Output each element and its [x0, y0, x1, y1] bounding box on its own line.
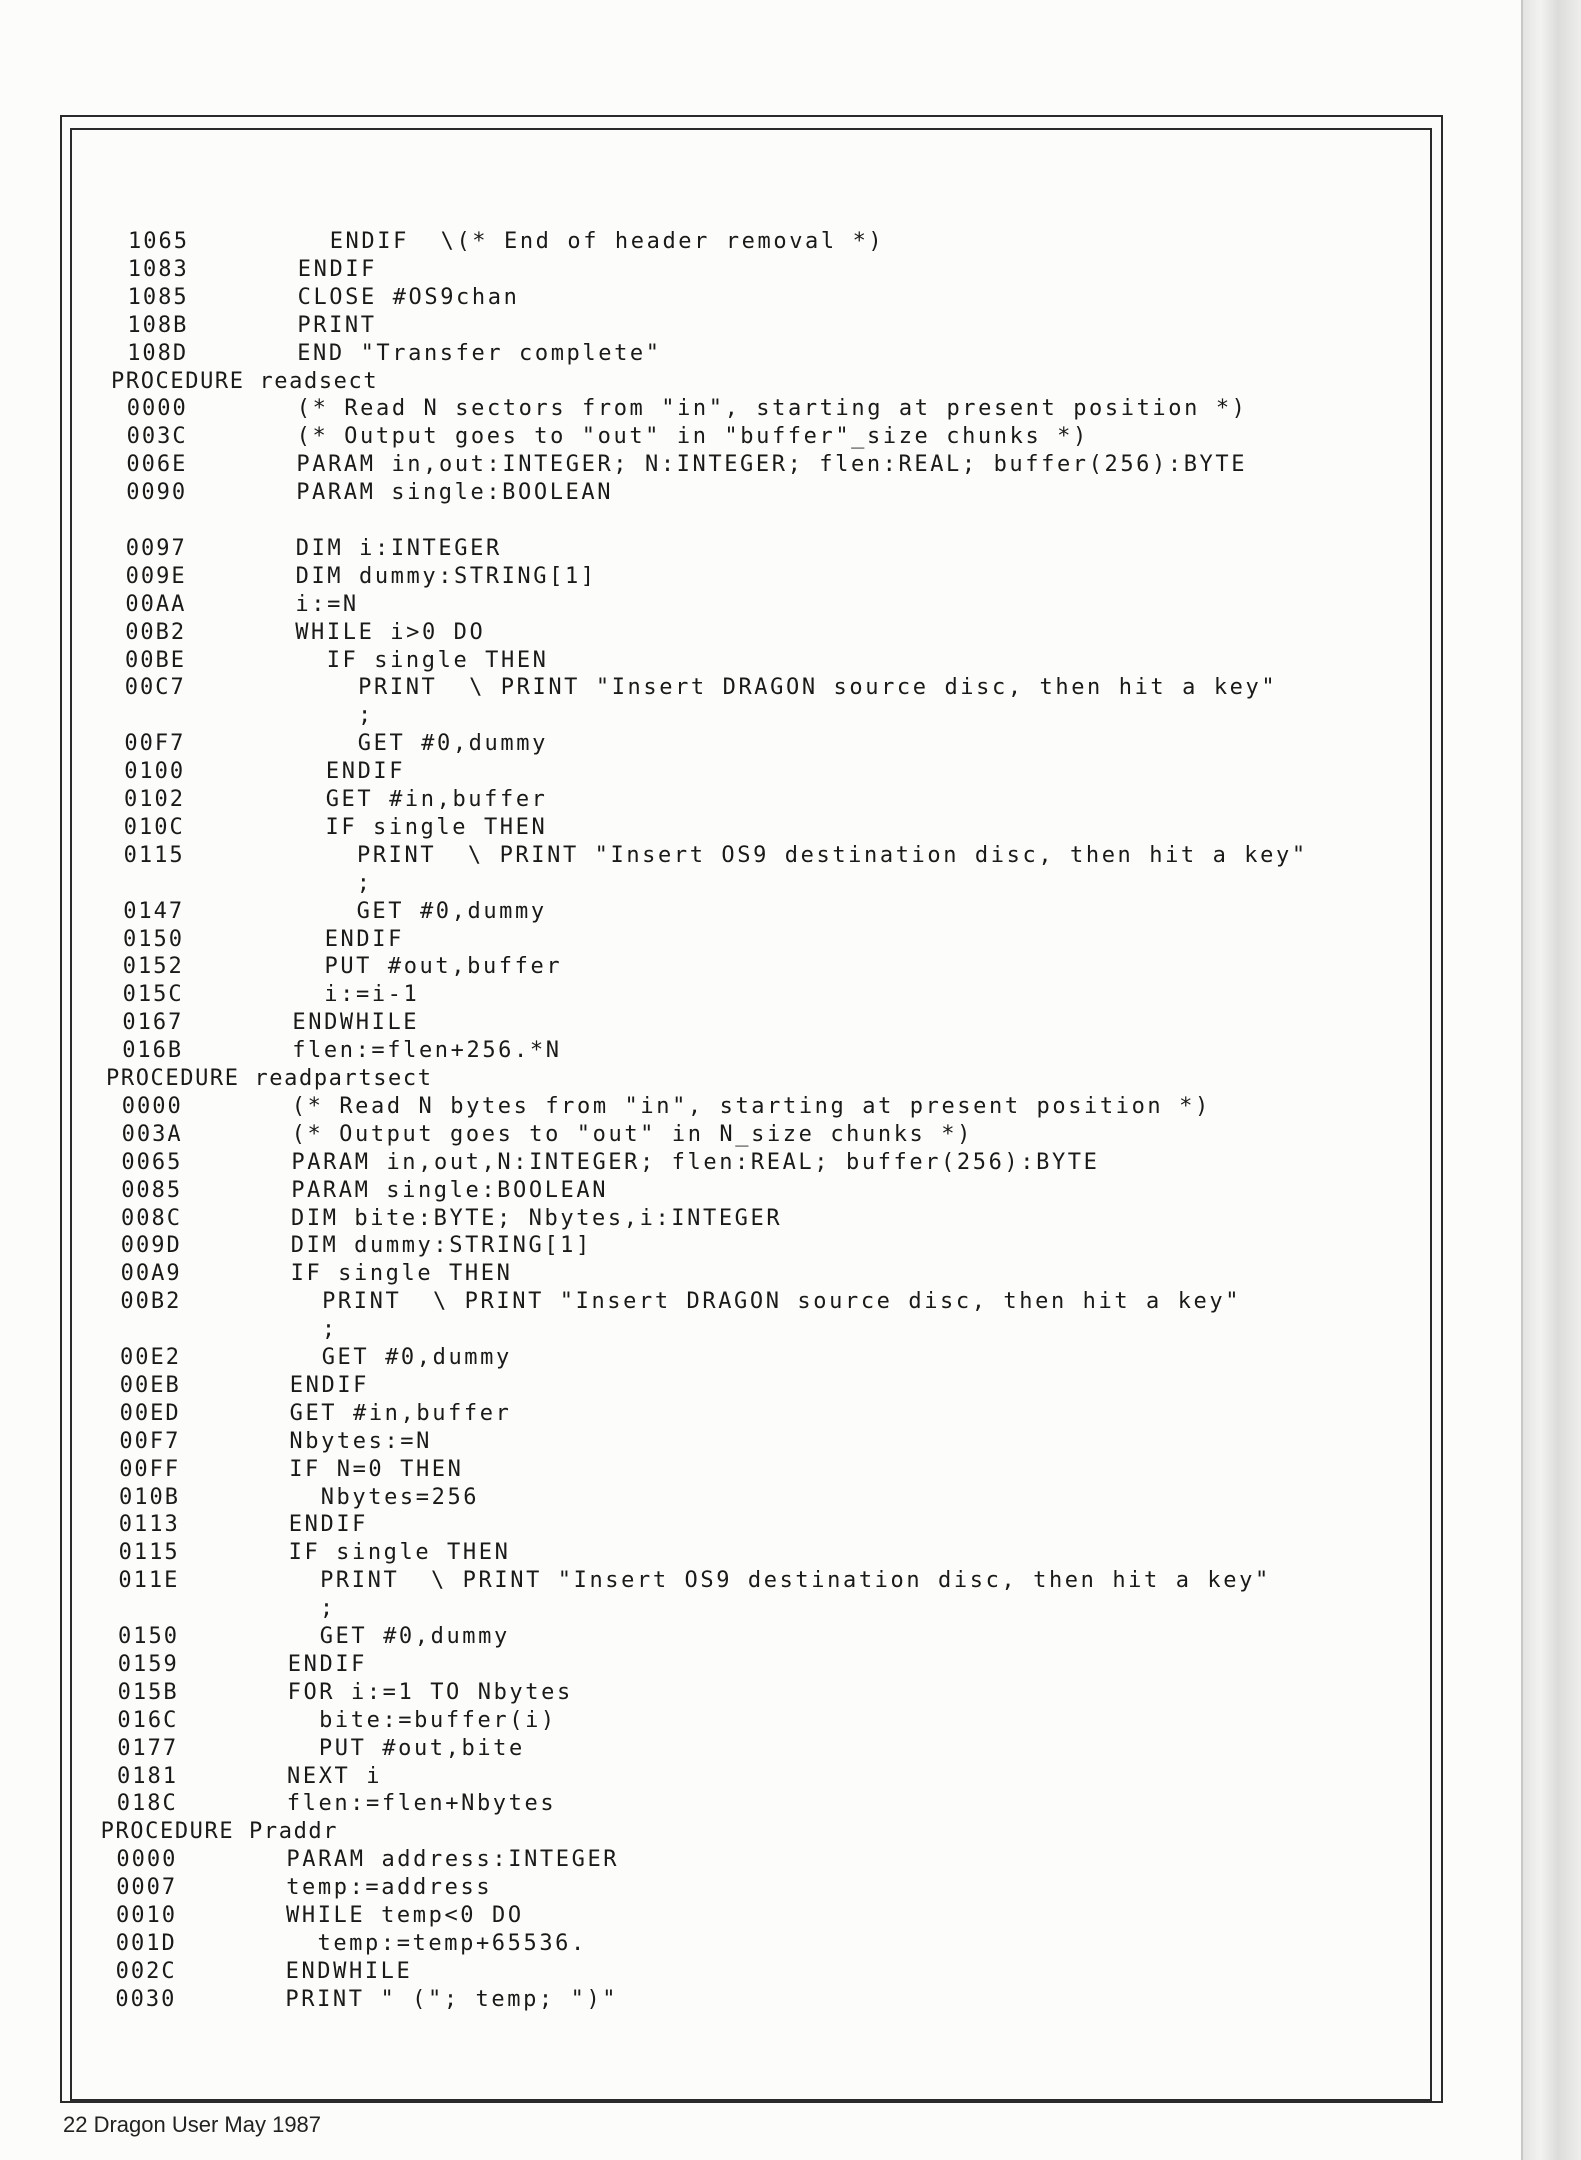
line-address: 0150 — [123, 926, 184, 952]
line-address: 00E2 — [120, 1345, 181, 1370]
line-address: 0097 — [125, 535, 187, 561]
code-line: PRINT \ PRINT "Insert OS9 destination disc, then hit a key" — [288, 1568, 1271, 1594]
line-address: 1085 — [127, 284, 189, 310]
line-address: 1083 — [127, 256, 189, 282]
code-line: PRINT \ PRINT "Insert DRAGON source disc, then hit a key" — [294, 675, 1278, 701]
line-address: 0167 — [122, 1010, 184, 1036]
code-line: ENDWHILE — [285, 1958, 413, 1984]
page-footer: 22 Dragon User May 1987 — [63, 2112, 322, 2137]
procedure-header: PROCEDURE readpartsect — [106, 1066, 433, 1091]
code-line: ; — [288, 1596, 336, 1622]
line-address: 0115 — [123, 842, 185, 868]
line-address: 002C — [115, 1958, 177, 1984]
code-line: PRINT \ PRINT "Insert DRAGON source disc, then hit a key" — [290, 1289, 1242, 1315]
line-address: 006E — [126, 452, 188, 478]
code-line: DIM dummy:STRING[1] — [295, 563, 597, 589]
code-line: IF single THEN — [288, 1540, 511, 1566]
line-address: 00B2 — [125, 619, 187, 645]
line-address: 00FF — [119, 1456, 181, 1482]
line-address: 108B — [127, 312, 189, 338]
code-line: PARAM in,out:INTEGER; N:INTEGER; flen:REAL; buffer(256):BYTE — [296, 452, 1248, 478]
line-address: 010C — [123, 814, 185, 840]
code-line: FOR i:=1 TO Nbytes — [287, 1679, 573, 1705]
line-address: 003C — [126, 424, 188, 450]
code-line: (* Read N sectors from "in", starting at present position *) — [296, 396, 1248, 422]
code-line: GET #in,buffer — [289, 1400, 512, 1426]
code-line: Nbytes=256 — [289, 1484, 480, 1510]
code-line: ENDIF — [287, 1651, 368, 1677]
code-line: (* Read N bytes from "in", starting at present position *) — [291, 1093, 1211, 1119]
code-line: PRINT " ("; temp; ")" — [285, 1986, 619, 2012]
line-address: 00A9 — [120, 1261, 182, 1287]
code-line: i:=N — [295, 591, 359, 617]
line-address: 0177 — [117, 1735, 179, 1761]
code-line: ENDIF — [297, 256, 378, 282]
line-address: 0085 — [121, 1177, 183, 1203]
line-address: 0100 — [124, 759, 186, 785]
line-address: 0152 — [122, 954, 184, 980]
code-line: IF N=0 THEN — [289, 1456, 464, 1482]
code-line: PUT #out,buffer — [292, 954, 563, 980]
line-address: 0000 — [126, 396, 188, 422]
line-address: 0090 — [126, 480, 188, 506]
code-line: GET #in,buffer — [294, 787, 548, 812]
line-address: 00EB — [119, 1372, 181, 1398]
code-line: ENDIF — [289, 1372, 370, 1398]
code-line: DIM bite:BYTE; Nbytes,i:INTEGER — [291, 1205, 783, 1231]
code-line: PARAM address:INTEGER — [286, 1847, 620, 1873]
code-line: ENDIF — [288, 1512, 369, 1538]
code-line: temp:=address — [286, 1875, 493, 1901]
line-address: 010B — [119, 1484, 180, 1510]
code-line: PARAM single:BOOLEAN — [291, 1177, 609, 1203]
line-address: 0181 — [117, 1763, 178, 1789]
line-address: 015B — [117, 1679, 179, 1705]
line-address: 003A — [121, 1121, 183, 1147]
code-line: IF single THEN — [293, 814, 548, 840]
line-address: 001D — [115, 1930, 177, 1956]
code-line: Nbytes:=N — [289, 1428, 432, 1454]
line-address: 00AA — [125, 591, 187, 617]
code-line: DIM i:INTEGER — [295, 535, 502, 561]
code-line: i:=i-1 — [292, 982, 420, 1008]
code-line: (* Output goes to "out" in "buffer"_size chunks *) — [296, 424, 1089, 450]
line-address: 015C — [122, 982, 184, 1008]
line-address: 0007 — [116, 1875, 178, 1901]
code-line: PRINT \ PRINT "Insert OS9 destination disc, then hit a key" — [293, 842, 1308, 868]
procedure-header: PROCEDURE Praddr — [100, 1819, 339, 1845]
line-address: 0030 — [115, 1986, 177, 2012]
line-address: 009D — [120, 1233, 182, 1259]
code-line: END "Transfer complete" — [297, 340, 662, 366]
code-line: CLOSE #OS9chan — [297, 284, 520, 310]
procedure-header: PROCEDURE readsect — [111, 368, 379, 394]
line-address: 011E — [118, 1568, 180, 1594]
line-address: 018C — [116, 1791, 178, 1817]
line-address: 016C — [117, 1707, 179, 1733]
code-line: GET #0,dummy — [294, 731, 548, 757]
line-address: 009E — [125, 563, 187, 589]
code-line: (* Output goes to "out" in N_size chunks *) — [291, 1121, 973, 1147]
code-line: temp:=temp+65536. — [285, 1930, 587, 1956]
line-address: 00ED — [119, 1400, 181, 1426]
code-line: ; — [294, 703, 374, 729]
code-line: WHILE temp<0 DO — [286, 1903, 524, 1928]
line-address: 00F7 — [124, 731, 186, 757]
line-address: 00B2 — [120, 1289, 182, 1315]
code-line: PUT #out,bite — [287, 1735, 525, 1761]
code-line: PARAM in,out,N:INTEGER; flen:REAL; buffer(256):BYTE — [291, 1149, 1100, 1175]
line-address: 0000 — [121, 1093, 183, 1119]
adjacent-page — [1523, 0, 1581, 2160]
line-address: 0010 — [116, 1903, 177, 1928]
line-address: 0147 — [123, 898, 185, 924]
line-address: 016B — [122, 1038, 184, 1064]
line-address: 00BE — [125, 647, 186, 673]
code-line: IF single THEN — [295, 647, 549, 673]
line-address: 0159 — [117, 1651, 179, 1677]
line-address: 0065 — [121, 1149, 183, 1175]
line-address: 00F7 — [119, 1428, 181, 1454]
code-line: DIM dummy:STRING[1] — [290, 1233, 592, 1259]
code-line: ENDIF — [294, 759, 406, 785]
line-address: 1065 — [128, 229, 189, 254]
code-line: WHILE i>0 DO — [295, 619, 486, 645]
code-line: ; — [293, 870, 373, 896]
code-line: bite:=buffer(i) — [287, 1707, 557, 1733]
line-address: 108D — [127, 340, 189, 366]
code-line: ; — [290, 1317, 338, 1343]
code-line: flen:=flen+256.*N — [292, 1038, 562, 1064]
code-line: PARAM single:BOOLEAN — [296, 480, 614, 506]
code-line: flen:=flen+Nbytes — [286, 1791, 557, 1817]
line-address: 008C — [121, 1205, 182, 1231]
line-address: 0102 — [124, 787, 185, 812]
code-line: GET #0,dummy — [288, 1624, 510, 1649]
code-line: GET #0,dummy — [290, 1345, 512, 1370]
code-line: ENDIF — [293, 926, 404, 952]
line-address: 0113 — [118, 1512, 180, 1538]
code-line: IF single THEN — [290, 1261, 513, 1287]
code-line: GET #0,dummy — [293, 898, 547, 924]
code-line: ENDWHILE — [292, 1010, 420, 1036]
line-address: 00C7 — [124, 675, 186, 701]
line-address: 0150 — [118, 1624, 179, 1649]
code-line: ENDIF \(* End of header removal *) — [298, 229, 885, 254]
code-line: NEXT i — [287, 1763, 383, 1789]
line-address: 0115 — [118, 1540, 180, 1566]
code-line: PRINT — [297, 312, 377, 338]
line-address: 0000 — [116, 1847, 178, 1873]
